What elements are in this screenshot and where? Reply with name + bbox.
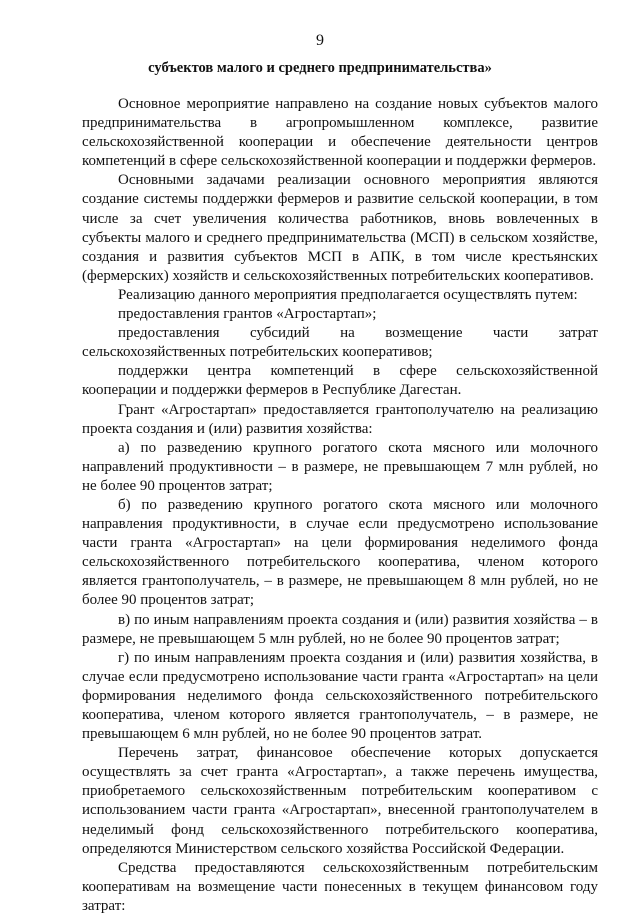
- list-item-b: б) по разведению крупного рогатого скота мясного или молочного направления продуктивности, в случае если предусмотрено использование части гранта «Агростартап» на цели формирования неделимого фонда сельскохозяйственного потребительского кооператива, членом которого является грантополучатель, – в размере, не превышающем 8 млн рублей, но не более 90 процентов затрат;: [82, 496, 598, 609]
- body-text: [82, 95, 598, 916]
- paragraph: предоставления субсидий на возмещение части затрат сельскохозяйственных потребительских кооперативов;: [82, 325, 598, 361]
- paragraph: Основными задачами реализации основного мероприятия являются создание системы поддержки фермеров и развитие сельской кооперации, в том числе за счет увеличения количества работников, вновь вовлеченных в субъекты малого и среднего предпринимательства (МСП) в сельском хозяйстве, создания и развития субъектов МСП в АПК, в том числе крестьянских (фермерских) хозяйств и сельскохозяйственных потребительских кооперативов.: [82, 172, 598, 284]
- list-item-g: г) по иным направлениям проекта создания и (или) развития хозяйства, в случае если предусмотрено использование части гранта «Агростартап» на цели формирования неделимого фонда сельскохозяйственного потребительского кооператива, членом которого является грантополучатель, – в размере, не превышающем 6 млн рублей, но не более 90 процентов затрат.: [82, 649, 598, 743]
- section-heading-end: субъектов малого и среднего предпринимательства»: [148, 60, 492, 76]
- paragraph: Средства предоставляются сельскохозяйственным потребительским кооперативам на возмещение части понесенных в текущем финансовом году затрат:: [82, 859, 598, 914]
- paragraph: Перечень затрат, финансовое обеспечение которых допускается осуществлять за счет гранта «Агростартап», а также перечень имущества, приобретаемого сельскохозяйственным потребительским кооперативом с использованием части гранта «Агростартап», внесенной грантополучателем в неделимый фонд сельскохозяйственного потребительского кооператива, определяются Министерством сельского хозяйства Российской Федерации.: [82, 745, 598, 857]
- paragraph: Реализацию данного мероприятия предполагается осуществлять путем:: [118, 286, 578, 303]
- page-number: 9: [316, 32, 324, 49]
- paragraph: Основное мероприятие направлено на создание новых субъектов малого предпринимательства в агропромышленном комплексе, развитие сельскохозяйственной кооперации и обеспечение деятельности центров компетенций в сфере сельскохозяйственной кооперации и поддержки фермеров.: [82, 96, 598, 170]
- paragraph: Грант «Агростартап» предоставляется грантополучателю на реализацию проекта создания и (или) развития хозяйства:: [82, 401, 598, 437]
- list-item-v: в) по иным направлениям проекта создания и (или) развития хозяйства – в размере, не превышающем 5 млн рублей, но не более 90 процентов затрат;: [82, 611, 598, 647]
- paragraph: предоставления грантов «Агростартап»;: [118, 306, 377, 323]
- paragraph: поддержки центра компетенций в сфере сельскохозяйственной кооперации и поддержки фермеров в Республике Дагестан.: [82, 363, 598, 399]
- list-item-a: а) по разведению крупного рогатого скота мясного или молочного направлений продуктивности – в размере, не превышающем 7 млн рублей, но не более 90 процентов затрат;: [82, 439, 598, 494]
